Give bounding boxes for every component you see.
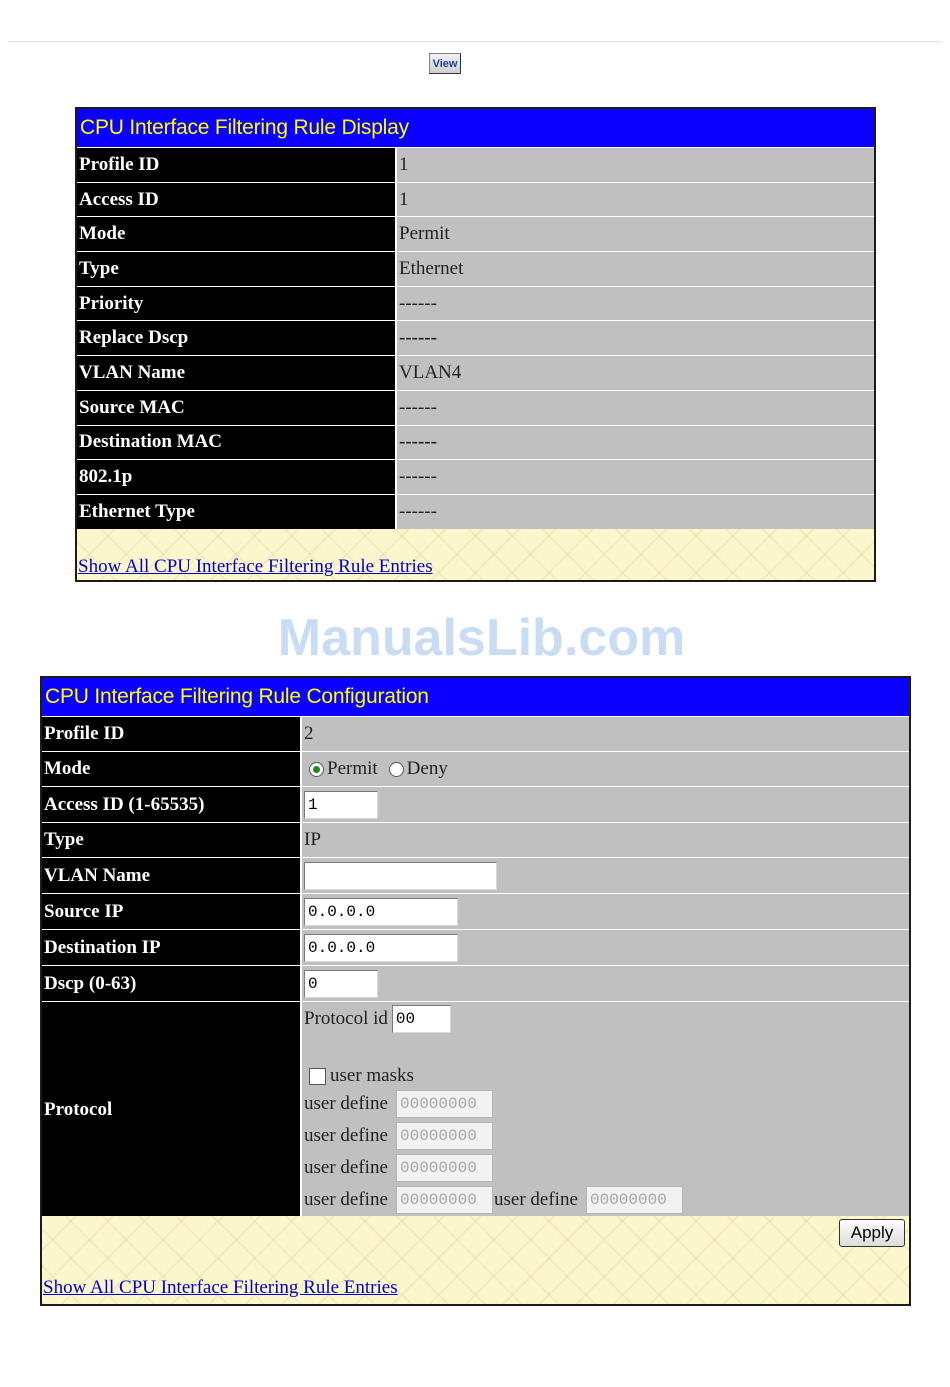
user-define-row (304, 1120, 683, 1152)
display-row (77, 320, 874, 355)
display-row (77, 390, 874, 425)
row-access-id (42, 786, 909, 822)
row-vlan-name (42, 857, 909, 893)
display-row (77, 216, 874, 251)
protocol-value (302, 1002, 909, 1217)
row-mode (42, 751, 909, 786)
user-define-input-3[interactable] (396, 1154, 493, 1182)
user-define-row (304, 1184, 683, 1216)
user-define-label: user define (304, 1125, 388, 1146)
vlan-name-input[interactable] (304, 862, 497, 890)
rule-config-panel (40, 676, 911, 1306)
top-divider (8, 41, 942, 42)
deny-radio-label: Deny (406, 758, 448, 779)
user-define-input-5[interactable] (586, 1186, 683, 1214)
vlan-name-value (302, 858, 909, 893)
display-row-value: Permit (397, 217, 874, 251)
row-type (42, 822, 909, 857)
config-panel-title: CPU Interface Filtering Rule Configuration (42, 678, 909, 716)
display-row (77, 182, 874, 217)
user-define-input-4[interactable] (396, 1186, 493, 1214)
access-id-value (302, 787, 909, 822)
apply-button[interactable]: Apply (839, 1219, 905, 1247)
display-row-value: ------ (397, 391, 874, 425)
user-masks-group (309, 1065, 414, 1087)
display-row-value: ------ (397, 426, 874, 460)
display-row-label: Mode (77, 217, 397, 251)
display-row-label: Type (77, 252, 397, 286)
display-row-value: Ethernet (397, 252, 874, 286)
user-define-row (304, 1088, 683, 1120)
display-row-label: Source MAC (77, 391, 397, 425)
profile-id-value: 2 (302, 717, 909, 751)
user-define-label: user define (304, 1093, 388, 1114)
display-row (77, 494, 874, 529)
display-row-label: Destination MAC (77, 426, 397, 460)
display-panel-title: CPU Interface Filtering Rule Display (77, 109, 874, 147)
destination-ip-input[interactable] (304, 934, 458, 962)
config-footer (42, 1216, 909, 1304)
display-row-label: 802.1p (77, 460, 397, 494)
display-row (77, 425, 874, 460)
watermark: ManualsLib.com (277, 609, 686, 667)
source-ip-input[interactable] (304, 898, 458, 926)
row-profile-id (42, 716, 909, 751)
display-row-label: Replace Dscp (77, 321, 397, 355)
user-define-input-1[interactable] (396, 1090, 493, 1118)
profile-id-label: Profile ID (42, 717, 302, 751)
display-row-value: ------ (397, 495, 874, 529)
dscp-value (302, 966, 909, 1001)
permit-radio-label: Permit (327, 758, 378, 779)
rule-display-panel (75, 107, 876, 582)
row-protocol (42, 1001, 909, 1217)
display-row (77, 355, 874, 390)
type-label: Type (42, 823, 302, 857)
row-destination-ip (42, 929, 909, 965)
display-rows (77, 147, 874, 529)
source-ip-value (302, 894, 909, 929)
display-row-value: ------ (397, 321, 874, 355)
display-row (77, 251, 874, 286)
user-define-input-2[interactable] (396, 1122, 493, 1150)
protocol-id-input[interactable] (392, 1005, 451, 1033)
user-define-label: user define (304, 1157, 388, 1178)
display-row-label: Access ID (77, 183, 397, 217)
protocol-label: Protocol (42, 1002, 302, 1217)
display-row-value: VLAN4 (397, 356, 874, 390)
mode-label: Mode (42, 752, 302, 786)
user-define-list (304, 1088, 683, 1216)
type-value: IP (302, 823, 909, 857)
permit-radio[interactable] (309, 762, 324, 777)
destination-ip-label: Destination IP (42, 930, 302, 965)
display-row (77, 459, 874, 494)
mode-value (302, 752, 909, 786)
user-define-row (304, 1152, 683, 1184)
display-row (77, 286, 874, 321)
deny-radio[interactable] (389, 762, 404, 777)
user-masks-checkbox[interactable] (309, 1068, 326, 1085)
display-row-value: ------ (397, 287, 874, 321)
user-define-label: user define (494, 1189, 578, 1210)
display-row-label: Ethernet Type (77, 495, 397, 529)
access-id-input[interactable] (304, 791, 378, 819)
show-all-entries-link[interactable]: Show All CPU Interface Filtering Rule Entries (78, 556, 433, 577)
display-row-value: ------ (397, 460, 874, 494)
dscp-label: Dscp (0-63) (42, 966, 302, 1001)
display-row-label: VLAN Name (77, 356, 397, 390)
destination-ip-value (302, 930, 909, 965)
access-id-label: Access ID (1-65535) (42, 787, 302, 822)
dscp-input[interactable] (304, 970, 378, 998)
display-row-label: Priority (77, 287, 397, 321)
user-define-label: user define (304, 1189, 388, 1210)
user-masks-label: user masks (330, 1065, 414, 1086)
protocol-id-group (304, 1005, 451, 1033)
row-dscp (42, 965, 909, 1001)
display-row-value: 1 (397, 148, 874, 182)
row-source-ip (42, 893, 909, 929)
show-all-entries-link[interactable]: Show All CPU Interface Filtering Rule Entries (43, 1277, 398, 1298)
protocol-id-label: Protocol id (304, 1008, 388, 1029)
radio-selected-dot (313, 766, 320, 773)
vlan-name-label: VLAN Name (42, 858, 302, 893)
display-row-value: 1 (397, 183, 874, 217)
view-button[interactable]: View (429, 53, 461, 74)
display-row (77, 147, 874, 182)
source-ip-label: Source IP (42, 894, 302, 929)
display-row-label: Profile ID (77, 148, 397, 182)
display-footer (77, 529, 874, 580)
